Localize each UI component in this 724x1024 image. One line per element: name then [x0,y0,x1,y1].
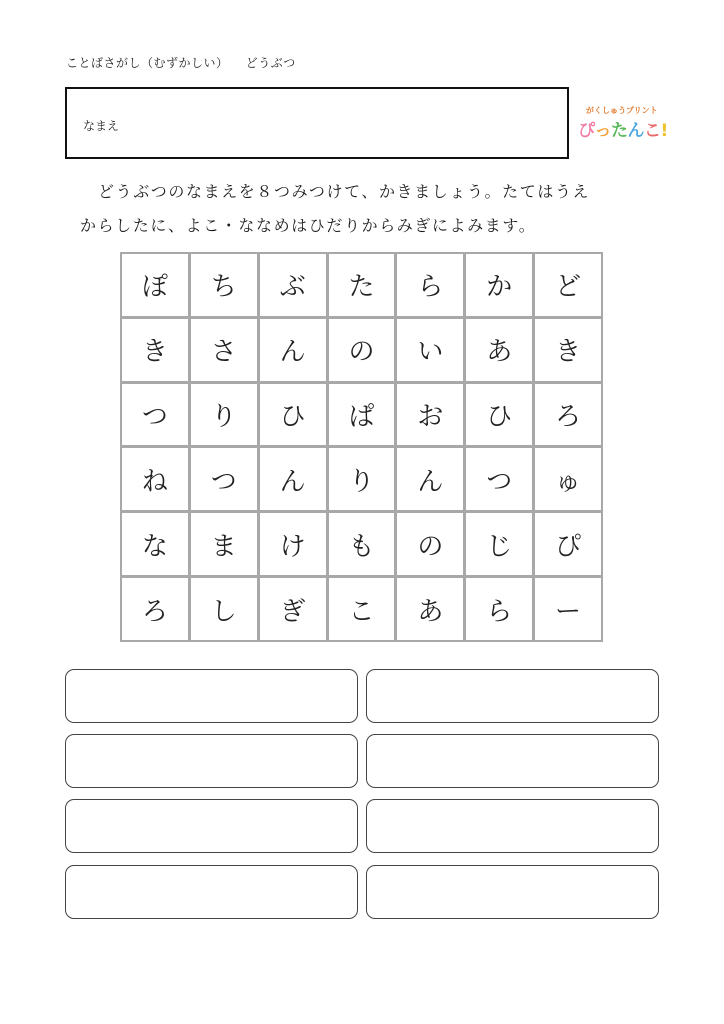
grid-cell[interactable]: な [122,513,188,575]
answer-box[interactable] [65,799,358,853]
brand-logo [578,105,668,145]
logo-char: ! [660,121,668,141]
grid-cell[interactable]: ま [191,513,257,575]
answer-box[interactable] [65,734,358,788]
grid-cell[interactable]: ら [397,254,463,316]
grid-cell[interactable]: ど [535,254,601,316]
word-search-grid [120,252,603,642]
grid-cell[interactable]: じ [466,513,532,575]
grid-cell[interactable]: つ [122,384,188,446]
grid-cell[interactable]: こ [329,578,395,640]
grid-cell[interactable]: ね [122,448,188,510]
logo-tagline: がくしゅうプリント [586,106,658,115]
answer-box[interactable] [366,865,659,919]
grid-cell[interactable]: あ [397,578,463,640]
grid-cell[interactable]: ろ [122,578,188,640]
grid-cell[interactable]: の [397,513,463,575]
grid-cell[interactable]: あ [466,319,532,381]
grid-cell[interactable]: ん [260,448,326,510]
grid-cell[interactable]: た [329,254,395,316]
grid-cell[interactable]: ぶ [260,254,326,316]
grid-cell[interactable]: ゅ [535,448,601,510]
grid-cell[interactable]: り [191,384,257,446]
grid-cell[interactable]: ろ [535,384,601,446]
grid-cell[interactable]: ひ [466,384,532,446]
answer-box[interactable] [366,799,659,853]
worksheet-header [66,54,296,71]
instruction-line-1: どうぶつのなまえを８つみつけて、かきましょう。たてはうえ [98,182,591,201]
logo-char: ん [627,121,644,141]
worksheet-title: ことばさがし（むずかしい） [66,56,229,70]
grid-cell[interactable]: き [122,319,188,381]
name-field[interactable] [65,87,569,159]
worksheet-topic: どうぶつ [245,56,296,70]
grid-cell[interactable]: ー [535,578,601,640]
grid-cell[interactable]: ん [260,319,326,381]
grid-cell[interactable]: ち [191,254,257,316]
grid-cell[interactable]: さ [191,319,257,381]
grid-cell[interactable]: い [397,319,463,381]
logo-char: こ [644,121,661,141]
logo-brand [578,116,668,141]
grid-cell[interactable]: ぱ [329,384,395,446]
name-label: なまえ [83,119,120,133]
grid-cell[interactable]: つ [466,448,532,510]
grid-cell[interactable]: ぎ [260,578,326,640]
answer-box[interactable] [65,669,358,723]
grid-cell[interactable]: り [329,448,395,510]
grid-cell[interactable]: か [466,254,532,316]
grid-cell[interactable]: ひ [260,384,326,446]
logo-char: ぴ [578,121,595,141]
grid-cell[interactable]: ん [397,448,463,510]
grid-cell[interactable]: ぴ [535,513,601,575]
grid-cell[interactable]: の [329,319,395,381]
instruction-line-2: からしたに、よこ・ななめはひだりからみぎによみます。 [80,216,537,235]
answer-box[interactable] [366,734,659,788]
answer-box[interactable] [366,669,659,723]
grid-cell[interactable]: も [329,513,395,575]
grid-cell[interactable]: き [535,319,601,381]
logo-char: っ [594,121,611,141]
grid-cell[interactable]: し [191,578,257,640]
grid-cell[interactable]: つ [191,448,257,510]
logo-char: た [611,121,628,141]
grid-cell[interactable]: ぽ [122,254,188,316]
answer-box[interactable] [65,865,358,919]
grid-cell[interactable]: ら [466,578,532,640]
grid-cell[interactable]: お [397,384,463,446]
grid-cell[interactable]: け [260,513,326,575]
